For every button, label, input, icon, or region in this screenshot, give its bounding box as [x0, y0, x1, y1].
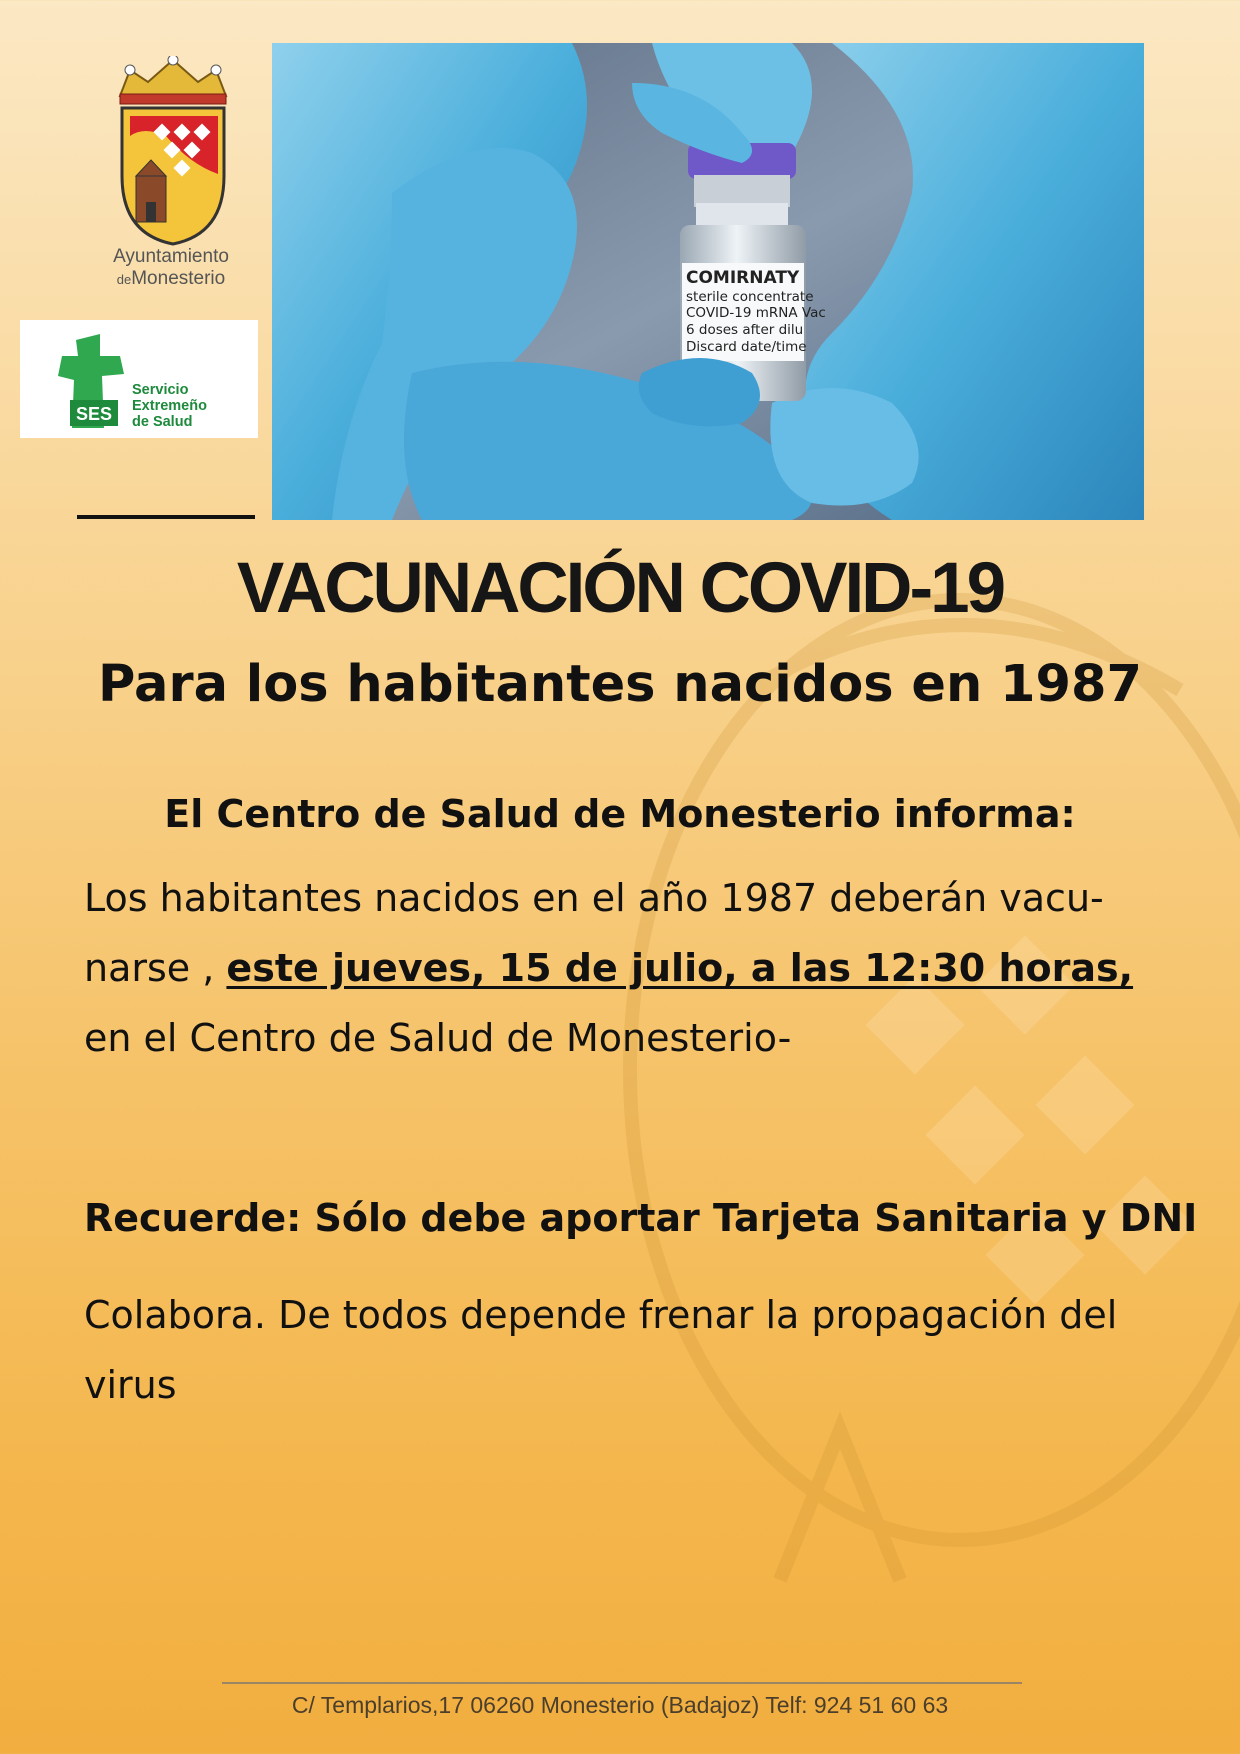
- appointment-datetime: este jueves, 15 de julio, a las 12:30 horas,: [226, 946, 1134, 990]
- page-title: VACUNACIÓN COVID-19: [236, 549, 1004, 628]
- vial-label-brand: COMIRNATY: [686, 268, 800, 288]
- body-text-part2: en el Centro de Salud de Monesterio-: [84, 1016, 792, 1060]
- coat-of-arms-icon: [110, 56, 236, 246]
- vaccine-vial-photo: [272, 43, 1144, 520]
- ses-name-line1: Servicio: [132, 382, 189, 398]
- ses-name-line3: de Salud: [132, 414, 193, 430]
- body-text-part1: Los habitantes nacidos en el año 1987 deberán vacu-narse ,: [84, 876, 1104, 990]
- footer-address: C/ Templarios,17 06260 Monesterio (Badajoz) Telf: 924 51 60 63: [291, 1692, 949, 1718]
- vial-label-line4: 6 doses after dilu: [686, 322, 804, 338]
- ses-name-line2: Extremeño: [132, 398, 207, 414]
- ses-name: [132, 382, 207, 430]
- body-paragraph: [84, 863, 1164, 1073]
- ses-acronym: SES: [75, 404, 113, 424]
- reminder-text: Recuerde: Sólo debe aportar Tarjeta Sanitaria y DNI: [84, 1196, 1198, 1240]
- footer-divider: [222, 1682, 1022, 1684]
- lead-heading: El Centro de Salud de Monesterio informa:: [164, 792, 1076, 836]
- vial-label-line3: COVID-19 mRNA Vac: [686, 305, 826, 321]
- municipality-name: [96, 246, 246, 291]
- municipality-name-de: de: [116, 272, 132, 287]
- decorative-rule: [77, 515, 255, 519]
- ses-cross-icon: [54, 330, 130, 430]
- municipality-name-prefix: Ayuntamiento: [113, 246, 229, 267]
- municipality-logo: [96, 56, 246, 296]
- ses-logo: [20, 320, 258, 438]
- vial-label-line2: sterile concentrate: [686, 289, 814, 305]
- municipality-name-main: Monesterio: [131, 268, 226, 289]
- collaborate-text: Colabora. De todos depende frenar la propagación del virus: [84, 1293, 1118, 1407]
- vial-label-line5: Discard date/time: [686, 339, 807, 355]
- page-subtitle: Para los habitantes nacidos en 1987: [98, 655, 1142, 714]
